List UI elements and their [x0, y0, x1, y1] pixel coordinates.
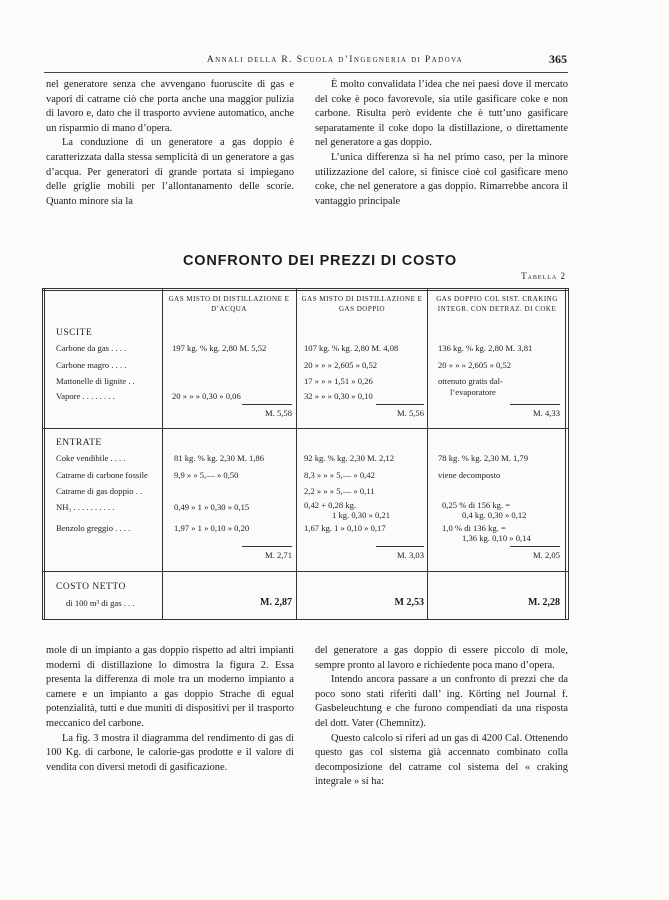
column-header: GAS DOPPIO COL SIST. CRAKING INTEGR. CON DETRAZ. DI COKE — [436, 295, 558, 313]
row-label: Carbone da gas . . . . — [56, 343, 127, 353]
paragraph: mole di un impianto a gas doppio rispetto ad altri impianti moderni di distillazione lo dimostra la figura 2. Essa presenta la differenza di mole tra un moderno impianto a camere e un impianto a gas doppio Strache di egual potenzialità, tutti e due muniti di dispositivi per il trasporto meccanico del carbone. — [46, 645, 294, 729]
subtotal-rule — [376, 404, 424, 405]
row-label: NH₃ . . . . . . . . . . — [56, 502, 115, 512]
cell: 17 » » » 1,51 » 0,26 — [304, 376, 373, 386]
bottom-right-column — [315, 644, 568, 790]
cell: 0,49 » 1 » 0,30 » 0,15 — [174, 502, 250, 512]
cell: 81 kg. % kg. 2,30 M. 1,86 — [174, 453, 264, 463]
cell: 92 kg. % kg. 2,30 M. 2,12 — [304, 453, 394, 463]
paragraph: La fig. 3 mostra il diagramma del rendimento di gas di 100 Kg. di carbone, le calorie-gas prodotte e il valore di vendita con diversi metodi di gasificazione. — [46, 732, 294, 773]
subtotal: M. 5,58 — [265, 408, 292, 418]
paragraph: È molto convalidata l’idea che nei paesi dove il mercato del coke è poco favorevole, sia utile gasificare coke e non carbone. Risulta però evidente che è tutt’uno gasificare separatamente il coke dopo la distillazione, o direttamente nel generatore a gas doppio. — [315, 79, 568, 149]
page-number: 365 — [549, 52, 567, 66]
subtotal: M. 2,05 — [533, 550, 560, 560]
running-title: Annali della R. Scuola d’Ingegneria di Padova — [206, 55, 464, 65]
cell: 20 » » » 0,30 » 0,06 — [172, 391, 241, 401]
table-top-rule — [42, 288, 569, 289]
row-label: Coke vendibile . . . . — [56, 453, 126, 463]
subtotal: M. 5,56 — [397, 408, 424, 418]
subtotal-rule — [510, 546, 560, 547]
bottom-left-column — [46, 644, 294, 775]
row-label: Mattonelle di lignite . . — [56, 376, 135, 386]
header-rule — [44, 72, 568, 73]
net-cost: M. 2,87 — [260, 597, 292, 608]
row-label: di 100 m³ di gas . . . — [66, 598, 135, 608]
cell: 8,3 » » » 5,— » 0,42 — [304, 470, 375, 480]
row-label: Catrame di carbone fossile — [56, 470, 148, 480]
cell: 1,97 » 1 » 0,10 » 0,20 — [174, 523, 250, 533]
section-heading-uscite: USCITE — [56, 328, 93, 338]
paragraph: L’unica differenza si ha nel primo caso, per la minore utilizzazione del calore, si finisce cioè col gasificare meno coke, che nel generatore a gas doppio. Rimarrebbe ancora il vantaggio principale — [315, 151, 568, 207]
subtotal: M. 3,03 — [397, 550, 424, 560]
top-left-column — [46, 78, 294, 209]
cell: 32 » » » 0,30 » 0,10 — [304, 391, 373, 401]
cell: 2,2 » » » 5,— » 0,11 — [304, 486, 375, 496]
paragraph: Intendo ancora passare a un confronto di prezzi che da poco sono stati riferiti dall’ ing. Körting nel Journal f. Gasbeleuchtung e che furono compendiati da una risposta del dott. Vater (Chemnitz). — [315, 674, 568, 729]
table-bottom-rule — [42, 619, 569, 620]
cell: 0,42 + 0,28 kg. — [304, 500, 357, 510]
cell: 1 kg. 0,30 » 0,21 — [332, 510, 391, 520]
cell: 136 kg. % kg. 2,80 M. 3,81 — [438, 343, 533, 353]
subtotal: M. 2,71 — [265, 550, 292, 560]
cell: ottenuto gratis dal- — [438, 376, 503, 386]
cell: l’evaporatore — [450, 387, 496, 397]
cell: 20 » » » 2,605 » 0,52 — [304, 360, 378, 370]
paragraph: La conduzione di un generatore a gas doppio è caratterizzata dalla stessa semplicità di un generatore a gas d’acqua. Per generatori di grande portata si impiegano delle griglie mobili per l’allontanamento delle scorie. Quanto minore sia la — [46, 137, 294, 207]
section-rule — [42, 571, 569, 572]
net-cost: M. 2,28 — [528, 597, 560, 608]
cell: 197 kg. % kg. 2,80 M. 5,52 — [172, 343, 267, 353]
paragraph: Questo calcolo si riferì ad un gas di 4200 Cal. Ottenendo questo gas col sistema già accennato combinato colla decomposizione del catrame col sistema del « craking integrale » si ha: — [315, 732, 568, 788]
row-label: Benzolo greggio . . . . — [56, 523, 131, 533]
table-top-rule-double — [42, 290, 569, 291]
cell: 1,0 % di 136 kg. = — [442, 523, 506, 533]
cell: 107 kg. % kg. 2,80 M. 4,08 — [304, 343, 399, 353]
subtotal-rule — [242, 546, 292, 547]
cell: viene decomposto — [438, 470, 501, 480]
cell: 78 kg. % kg. 2,30 M. 1,79 — [438, 453, 528, 463]
column-header: GAS MISTO DI DISTILLAZIONE E D’ACQUA — [168, 295, 290, 313]
section-heading-entrate: ENTRATE — [56, 438, 102, 448]
cell: 20 » » » 2,605 » 0,52 — [438, 360, 512, 370]
cell: 1,36 kg. 0,10 » 0,14 — [462, 533, 531, 543]
cost-comparison-table — [42, 288, 569, 621]
subtotal: M. 4,33 — [533, 408, 560, 418]
paragraph: nel generatore senza che avvengano fuoruscite di gas e vapori di catrame ciò che porta anche una maggior pulizia di lavoro e, dato che il trasporto avviene automatico, anche un risparmio di mano d’opera. — [46, 79, 294, 134]
table-title: CONFRONTO DEI PREZZI DI COSTO — [182, 253, 457, 269]
subtotal-rule — [510, 404, 560, 405]
section-rule — [42, 428, 569, 429]
paragraph: del generatore a gas doppio di essere piccolo di mole, sempre pronto al lavoro e richiedente poca mano d’opera. — [315, 645, 568, 671]
cell: 9,9 » » 5,— » 0,50 — [174, 470, 239, 480]
subtotal-rule — [242, 404, 292, 405]
row-label: Catrame di gas doppio . . — [56, 486, 143, 496]
net-cost: M 2,53 — [394, 597, 424, 608]
row-label: Carbone magro . . . . — [56, 360, 127, 370]
top-right-column — [315, 78, 568, 209]
cell: 0,4 kg. 0,30 » 0,12 — [462, 510, 527, 520]
subtotal-rule — [376, 546, 424, 547]
section-heading-costo-netto: COSTO NETTO — [56, 582, 126, 592]
cell: 0,25 % di 156 kg. = — [442, 500, 511, 510]
row-label: Vapore . . . . . . . . — [56, 391, 115, 401]
column-header: GAS MISTO DI DISTILLAZIONE E GAS DOPPIO — [301, 295, 423, 313]
cell: 1,67 kg. 1 » 0,10 » 0,17 — [304, 523, 386, 533]
table-label: Tabella 2 — [521, 271, 566, 281]
